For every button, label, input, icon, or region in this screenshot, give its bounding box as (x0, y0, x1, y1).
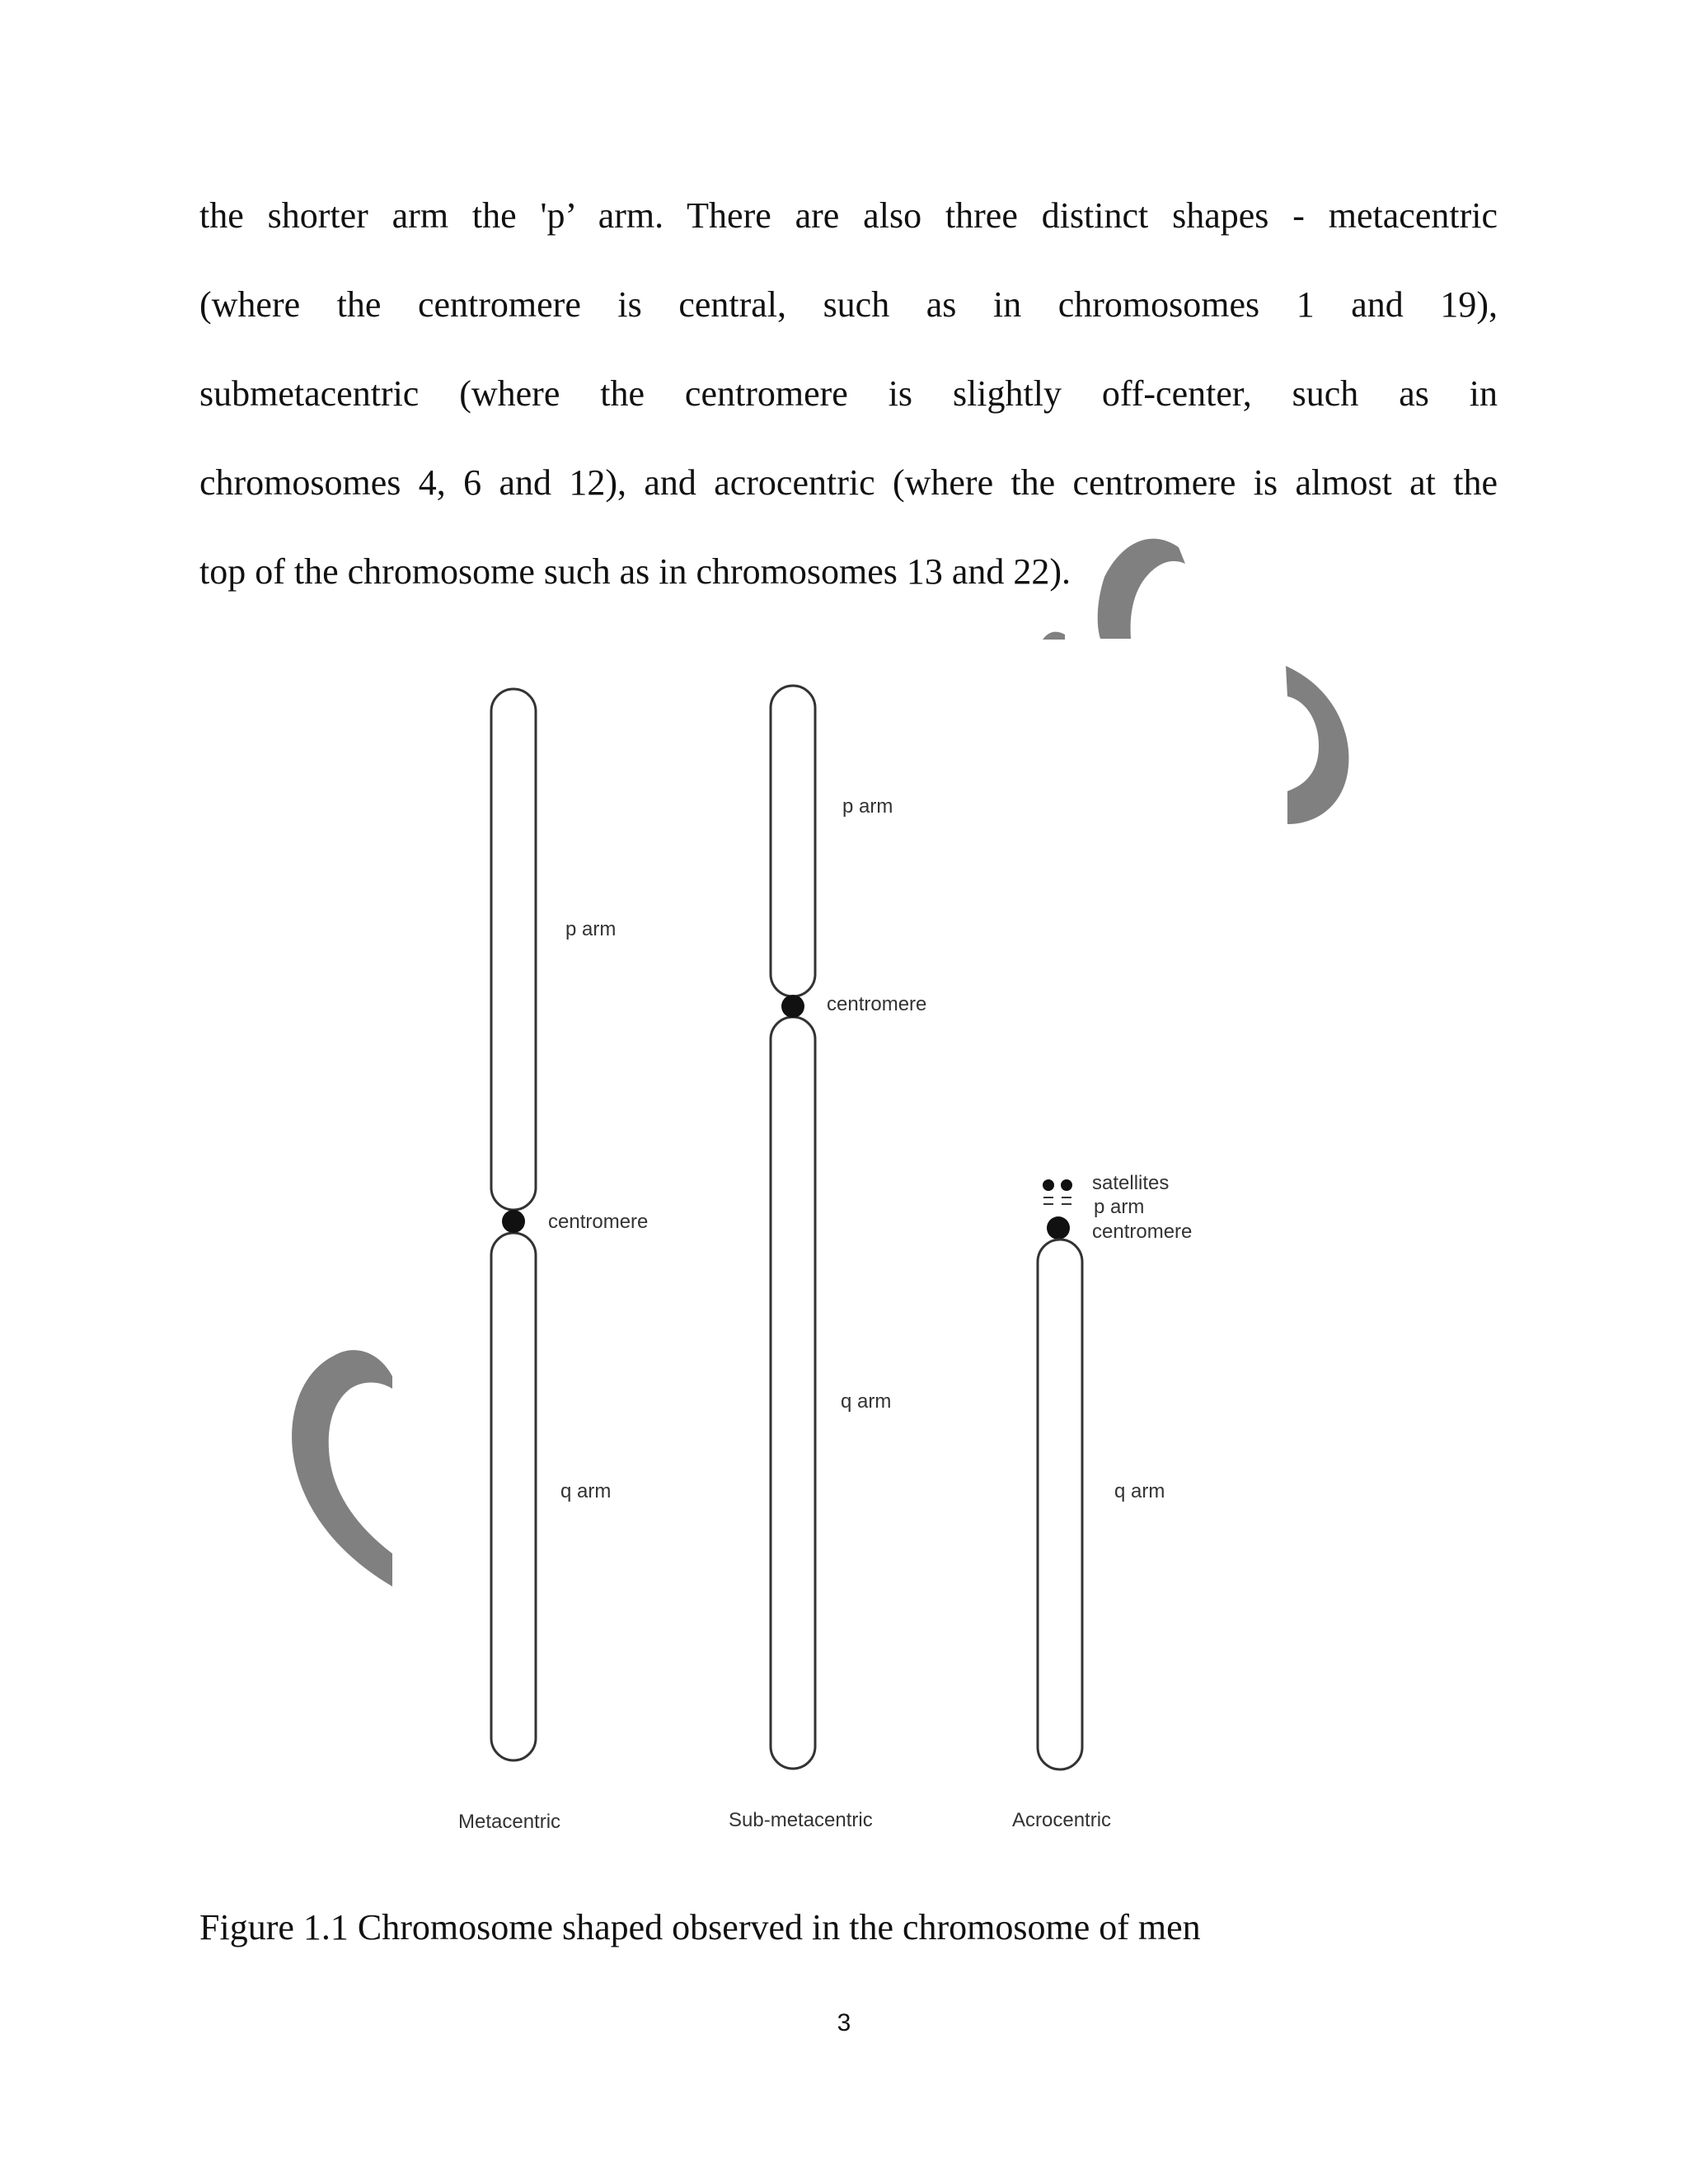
acrocentric-satellites-label: satellites (1092, 1172, 1170, 1194)
submetacentric-centromere (781, 995, 804, 1018)
submetacentric-q-arm (771, 1017, 815, 1769)
submetacentric-p-label: p arm (842, 795, 893, 818)
submetacentric-chromosome (771, 686, 815, 1769)
decorative-arc-small (1043, 632, 1065, 640)
submetacentric-centromere-label: centromere (827, 993, 927, 1015)
acrocentric-p-label: p arm (1094, 1196, 1145, 1218)
acrocentric-q-label: q arm (1114, 1480, 1165, 1502)
body-line-4: chromosomes 4, 6 and 12), and acrocentric (where the centromere is almost at the (199, 462, 1498, 503)
acrocentric-centromere-label: centromere (1092, 1221, 1193, 1243)
metacentric-q-label: q arm (560, 1480, 612, 1502)
decorative-arcs (292, 539, 1348, 1586)
submetacentric-q-label: q arm (841, 1390, 892, 1413)
body-line-5: top of the chromosome such as in chromosomes 13 and 22). (199, 551, 1071, 592)
metacentric-p-label: p arm (565, 918, 617, 940)
page-number: 3 (837, 2009, 851, 2036)
figure-caption: Figure 1.1 Chromosome shaped observed in the chromosome of men (199, 1907, 1201, 1947)
acrocentric-title: Acrocentric (1012, 1809, 1112, 1831)
metacentric-chromosome (491, 689, 536, 1760)
decorative-arc-top (1098, 539, 1185, 639)
acrocentric-chromosome (1038, 1179, 1082, 1769)
body-line-1: the shorter arm the 'p’ arm. There are also three distinct shapes - metacentric (199, 195, 1498, 236)
acrocentric-q-arm (1038, 1240, 1082, 1769)
submetacentric-title: Sub-metacentric (729, 1809, 873, 1831)
metacentric-centromere-label: centromere (548, 1211, 649, 1233)
acrocentric-centromere (1047, 1216, 1070, 1240)
body-line-2: (where the centromere is central, such as in chromosomes 1 and 19), (199, 284, 1498, 325)
metacentric-centromere (502, 1210, 525, 1233)
decorative-arc-left (292, 1350, 392, 1586)
metacentric-title: Metacentric (458, 1811, 561, 1833)
decorative-arc-right (1286, 666, 1348, 824)
body-line-3: submetacentric (where the centromere is slightly off-center, such as in (199, 373, 1498, 414)
acrocentric-satellite-left (1043, 1179, 1054, 1191)
acrocentric-satellite-right (1061, 1179, 1072, 1191)
metacentric-p-arm (491, 689, 536, 1210)
submetacentric-p-arm (771, 686, 815, 996)
metacentric-q-arm (491, 1233, 536, 1760)
